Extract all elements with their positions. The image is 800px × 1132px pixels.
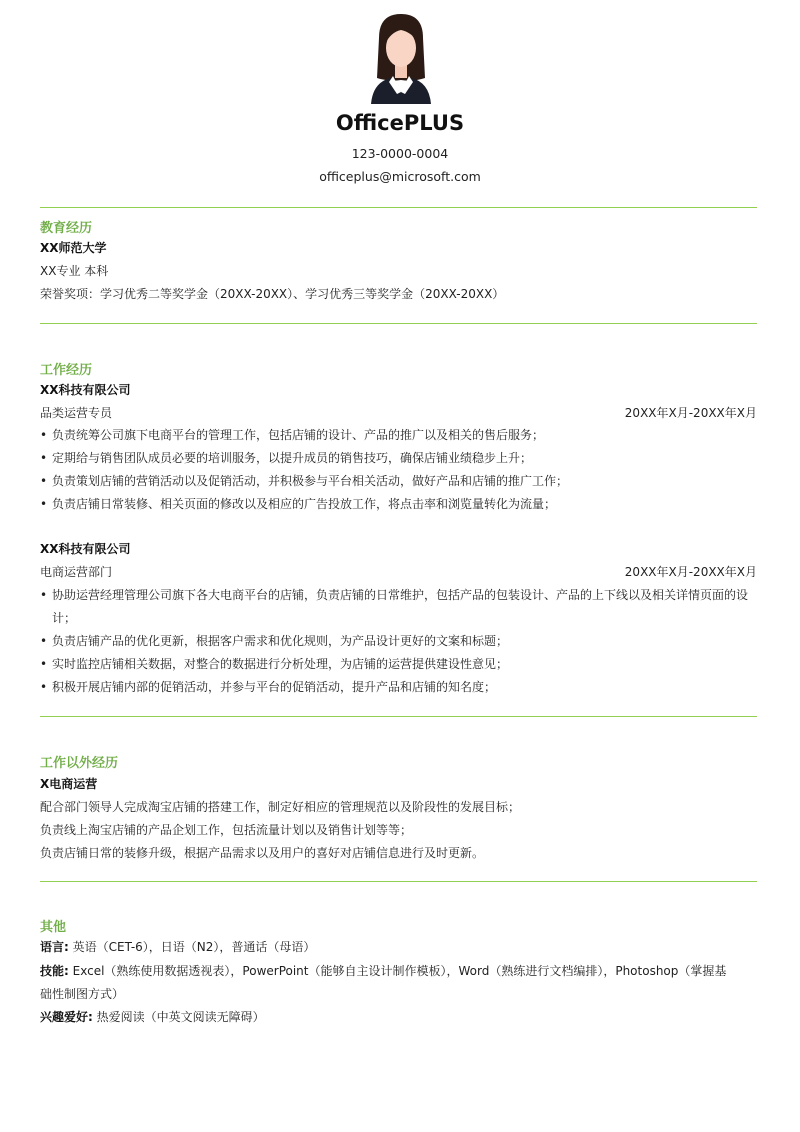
list-item: • 负责统筹公司旗下电商平台的管理工作，包括店铺的设计、产品的推广以及相关的售后服务； [40, 428, 545, 442]
skills-label: 技能: [40, 964, 69, 978]
email-address: officeplus@microsoft.com [319, 169, 481, 184]
school-name: XX师范大学 [40, 241, 107, 255]
extra-line: 负责线上淘宝店铺的产品企划工作，包括流量计划以及销售计划等等； [40, 823, 413, 837]
list-item: • 实时监控店铺相关数据，对整合的数据进行分析处理，为店铺的运营提供建设性意见； [40, 657, 509, 671]
hobby-label: 兴趣爱好: [40, 1010, 93, 1024]
phone-number: 123-0000-0004 [351, 146, 449, 161]
extra-line: 负责店铺日常的装修升级，根据产品需求以及用户的喜好对店铺信息进行及时更新。 [40, 846, 485, 860]
language-value: 英语（CET-6），日语（N2），普通话（母语） [68, 940, 316, 954]
list-item: • 负责店铺日常装修、相关页面的修改以及相应的广告投放工作，将点击率和浏览量转化为流量； [40, 497, 557, 511]
list-item-continuation: 计； [52, 611, 77, 625]
section-title-extra: 工作以外经历 [40, 756, 119, 771]
skills-value: Excel（熟练使用数据透视表），PowerPoint（能够自主设计制作模板），Word（熟练进行文档编排），Photoshop（掌握基 [68, 964, 727, 978]
section-title-education: 教育经历 [40, 221, 93, 236]
skills-continuation: 础性制图方式） [40, 987, 125, 1001]
hobby-value: 热爱阅读（中英文阅读无障碍） [92, 1010, 265, 1024]
list-item: • 负责策划店铺的营销活动以及促销活动，并积极参与平台相关活动，做好产品和店铺的推广工作； [40, 474, 569, 488]
company-name: XX科技有限公司 [40, 383, 131, 397]
list-item: • 积极开展店铺内部的促销活动，并参与平台的促销活动，提升产品和店铺的知名度； [40, 680, 497, 694]
list-item: • 协助运营经理管理公司旗下各大电商平台的店铺，负责店铺的日常维护，包括产品的包装设计、产品的上下线以及相关详情页面的设 [40, 588, 749, 602]
company-name: XX科技有限公司 [40, 542, 131, 556]
divider [40, 207, 757, 208]
honors: 荣誉奖项：学习优秀二等奖学金（20XX-20XX）、学习优秀三等奖学金（20XX-20XX） [40, 287, 505, 301]
hobby-row [40, 1009, 757, 1025]
job-role: 电商运营部门 [40, 565, 113, 579]
section-title-other: 其他 [40, 920, 67, 935]
list-item: • 定期给与销售团队成员必要的培训服务，以提升成员的销售技巧，确保店铺业绩稳步上升； [40, 451, 533, 465]
candidate-name: OfficePLUS [335, 111, 465, 135]
divider [40, 716, 757, 717]
skills-row [40, 963, 757, 979]
divider [40, 323, 757, 324]
avatar [367, 12, 435, 104]
extra-experience-name: X电商运营 [40, 777, 98, 791]
divider [40, 881, 757, 882]
job-period: 20XX年X月-20XX年X月 [624, 406, 757, 420]
job-period: 20XX年X月-20XX年X月 [624, 565, 757, 579]
major-degree: XX专业 本科 [40, 264, 109, 278]
extra-line: 配合部门领导人完成淘宝店铺的搭建工作，制定好相应的管理规范以及阶段性的发展目标； [40, 800, 521, 814]
list-item: • 负责店铺产品的优化更新，根据客户需求和优化规则，为产品设计更好的文案和标题； [40, 634, 509, 648]
job-role: 品类运营专员 [40, 406, 113, 420]
section-title-work: 工作经历 [40, 363, 93, 378]
language-label: 语言: [40, 940, 69, 954]
language-row [40, 939, 757, 955]
